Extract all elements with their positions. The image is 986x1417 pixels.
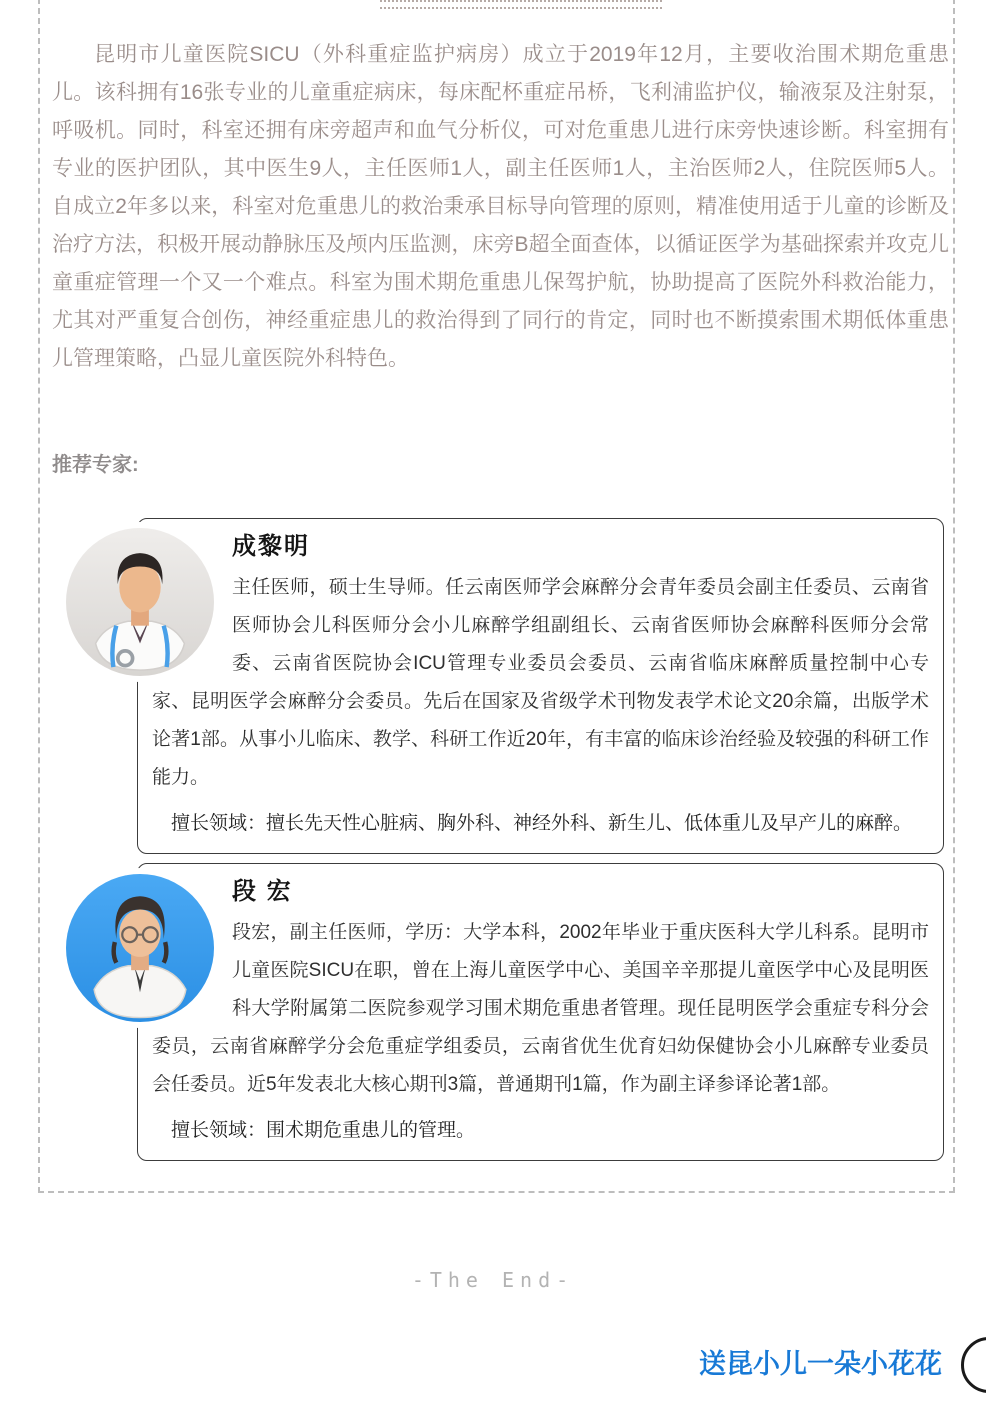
expert-specialty: 擅长领域：围术期危重患儿的管理。 <box>171 1120 476 1141</box>
intro-paragraph: 昆明市儿童医院SICU（外科重症监护病房）成立于2019年12月，主要收治围术期危重患儿。该科拥有16张专业的儿童重症病床，每床配杯重症吊桥，飞利浦监护仪，输液泵及注射泵，呼吸机。同时，科室还拥有床旁超声和血气分析仪，可对危重患儿进行床旁快速诊断。科室拥有专业的医护团队，其中医生9人，主任医师1人，副主任医师1人，主治医师2人，住院医师5人。自成立2年多以来，科室对危重患儿的救治秉承目标导向管理的原则，精准使用适于儿童的诊断及治疗方法，积极开展动静脉压及颅内压监测，床旁B超全面查体，以循证医学为基础探索并攻克儿童重症管理一个又一个难点。科室为围术期危重患儿保驾护航，协助提高了医院外科救治能力，尤其对严重复合创伤，神经重症患儿的救治得到了同行的肯定，同时也不断摸索围术期低体重患儿管理策略，凸显儿童医院外科特色。 <box>52 43 949 370</box>
expert-card-duan-hong <box>137 863 944 1161</box>
send-flower-link[interactable]: 送昆小儿一朵小花花 <box>699 1349 942 1379</box>
expert-card-cheng-liming <box>137 518 944 854</box>
expert-name: 段 宏 <box>232 878 293 905</box>
expert-specialty: 擅长领域：擅长先天性心脏病、胸外科、神经外科、新生儿、低体重儿及早产儿的麻醉。 <box>171 813 913 834</box>
recommended-experts-heading: 推荐专家: <box>52 454 139 476</box>
male-doctor-photo <box>60 522 220 682</box>
the-end-text: -The End- <box>411 1268 575 1292</box>
expert-bio: 段宏，副主任医师，学历：大学本科，2002年毕业于重庆医科大学儿科系。昆明市儿童医院SICU在职，曾在上海儿童医学中心、美国辛辛那提儿童医学中心及昆明医科大学附属第二医院参观学习围术期危重患者管理。现任昆明医学会重症专科分会委员，云南省麻醉学分会危重症学组委员，云南省优生优育妇幼保健协会小儿麻醉专业委员会任委员。近5年发表北大核心期刊3篇，普通期刊1篇，作为副主译参译论著1部。 <box>152 922 929 1095</box>
flower-circle-button[interactable] <box>961 1337 986 1393</box>
expert-bio: 主任医师，硕士生导师。任云南医师学会麻醉分会青年委员会副主任委员、云南省医师协会儿科医师分会小儿麻醉学组副组长、云南省医师协会麻醉科医师分会常委、云南省医院协会ICU管理专业委员会委员、云南省临床麻醉质量控制中心专家、昆明医学会麻醉分会委员。先后在国家及省级学术刊物发表学术论文20余篇，出版学术论著1部。从事小儿临床、教学、科研工作近20年，有丰富的临床诊治经验及较强的科研工作能力。 <box>152 577 929 788</box>
expert-name: 成黎明 <box>232 533 310 560</box>
female-doctor-photo <box>60 868 220 1028</box>
